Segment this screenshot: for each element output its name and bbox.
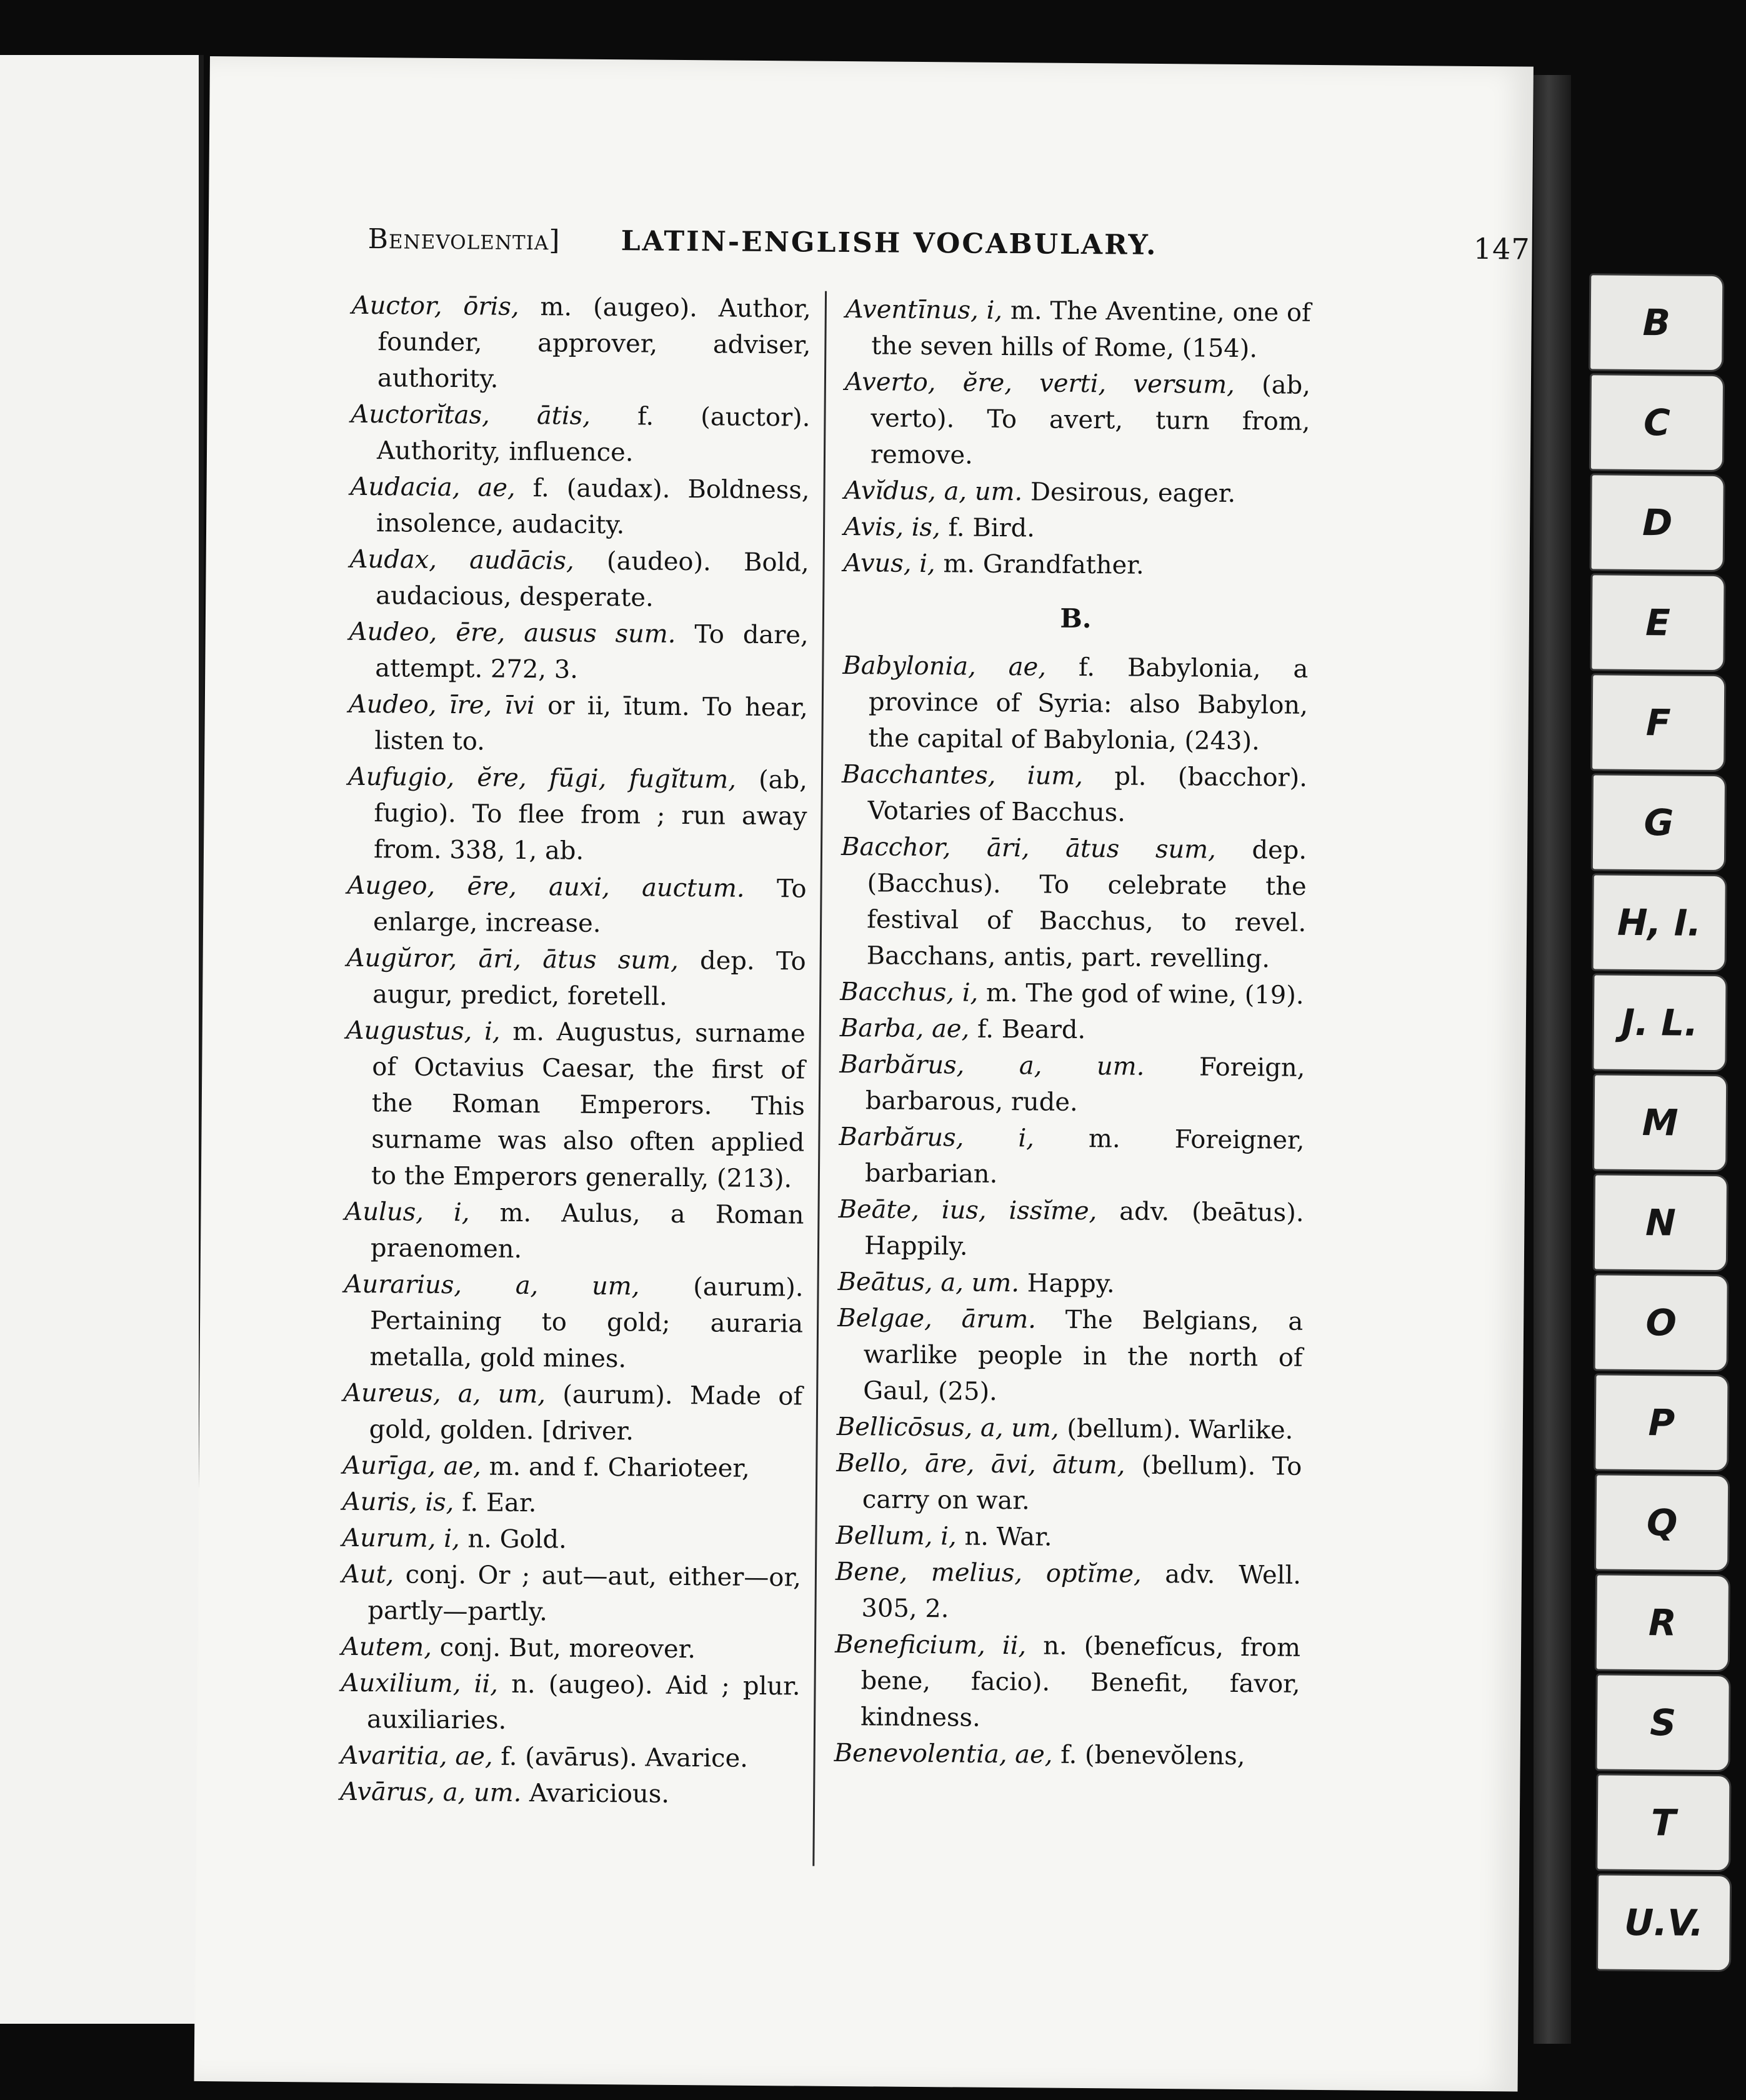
- vocabulary-entry: [836, 1445, 1302, 1521]
- vocabulary-entry: [837, 1300, 1303, 1412]
- vocabulary-entry: [342, 1520, 801, 1560]
- vocabulary-entry: [343, 1375, 803, 1451]
- entry-definition: dep. To augur, predict, foretell.: [372, 946, 806, 1011]
- entry-headword: Auctorĭtas, ātis,: [351, 399, 591, 431]
- entry-definition: conj. But, moreover.: [439, 1632, 696, 1664]
- entry-headword: Avĭdus, a, um.: [844, 476, 1023, 507]
- vocabulary-entry: [341, 1629, 801, 1669]
- entry-headword: Bene, melius, optĭme,: [835, 1557, 1142, 1589]
- entry-definition: m. Foreigner, barbarian.: [864, 1124, 1305, 1189]
- entry-definition: or ii, ītum. To hear, listen to.: [374, 691, 809, 756]
- vocabulary-entry: [342, 1448, 802, 1488]
- vocabulary-entry: [840, 974, 1305, 1014]
- entry-headword: Beātus, a, um.: [837, 1267, 1020, 1298]
- entry-definition: dep. (Bacchus). To celebrate the festival of Bacchus, to revel. Bacchans, antis, part. revelling.: [866, 836, 1307, 974]
- entry-definition: m. (augeo). Author, founder, approver, adviser, authority.: [377, 292, 812, 394]
- thumb-tab[interactable]: J. L.: [1592, 973, 1727, 1072]
- vocabulary-entry: [840, 1010, 1305, 1050]
- entry-definition: n. War.: [964, 1522, 1052, 1552]
- book-fore-edge: [1534, 75, 1571, 2044]
- entry-definition: To dare, attempt. 272, 3.: [375, 620, 809, 684]
- running-head: [367, 223, 1530, 270]
- entry-definition: n. Gold.: [467, 1524, 567, 1554]
- entry-headword: Bellicōsus, a, um,: [836, 1412, 1059, 1443]
- vocabulary-entry: [348, 686, 808, 762]
- entry-headword: Bacchus, i,: [840, 977, 979, 1008]
- entry-headword: Aurum, i,: [342, 1523, 460, 1554]
- vocabulary-entry: [341, 1665, 801, 1741]
- vocabulary-entry: [837, 1409, 1302, 1449]
- entry-definition: m. The god of wine, (19).: [985, 978, 1304, 1010]
- thumb-tab[interactable]: G: [1591, 773, 1727, 872]
- vocabulary-entry: [841, 829, 1307, 978]
- entry-definition: f. (auctor). Authority, influence.: [376, 402, 811, 468]
- vocabulary-entry: [349, 541, 809, 618]
- vocabulary-entry: [844, 509, 1309, 549]
- entry-headword: Bellum, i,: [836, 1521, 957, 1551]
- entry-headword: Beāte, ius, issĭme,: [838, 1194, 1097, 1226]
- entry-headword: Auxilium, ii,: [341, 1668, 499, 1699]
- entry-definition: f. Beard.: [977, 1014, 1086, 1045]
- entry-definition: Happy.: [1027, 1269, 1115, 1299]
- vocabulary-entry: [341, 1556, 801, 1632]
- entry-definition: m. Aulus, a Roman praenomen.: [370, 1198, 804, 1264]
- entry-headword: Auctor, ōris,: [351, 291, 519, 321]
- column-divider: [812, 291, 827, 1866]
- entry-headword: Augustus, i,: [346, 1016, 501, 1046]
- entry-headword: Aulus, i,: [344, 1197, 470, 1228]
- vocabulary-entry: [345, 1012, 806, 1198]
- thumb-tab[interactable]: O: [1594, 1273, 1729, 1372]
- page-number: 147: [1473, 231, 1530, 266]
- entry-headword: Autem,: [341, 1632, 432, 1662]
- thumb-tab[interactable]: M: [1592, 1073, 1728, 1172]
- entry-headword: Avārus, a, um.: [340, 1777, 522, 1808]
- entry-definition: (bellum). Warlike.: [1067, 1414, 1294, 1445]
- entry-definition: (audeo). Bold, audacious, desperate.: [376, 547, 809, 612]
- vocabulary-entry: [343, 1266, 803, 1379]
- entry-headword: Avus, i,: [843, 548, 935, 579]
- thumb-tab[interactable]: H, I.: [1592, 873, 1727, 972]
- thumb-tab[interactable]: E: [1590, 573, 1725, 672]
- vocabulary-entry: [844, 472, 1309, 512]
- vocabulary-entry: [841, 756, 1307, 832]
- entry-headword: Barbărus, a, um.: [839, 1049, 1145, 1081]
- thumb-tab[interactable]: S: [1595, 1673, 1731, 1772]
- entry-headword: Auris, is,: [342, 1487, 454, 1518]
- entry-definition: Avaricious.: [529, 1779, 670, 1809]
- entry-definition: m. and f. Charioteer,: [489, 1452, 751, 1483]
- entry-definition: f. Ear.: [461, 1488, 537, 1518]
- entry-headword: Aventīnus, i,: [845, 294, 1003, 325]
- entry-definition: (bellum). To carry on war.: [862, 1451, 1302, 1516]
- entry-headword: Averto, ĕre, verti, versum,: [844, 367, 1235, 399]
- thumb-tab[interactable]: U.V.: [1596, 1874, 1732, 1972]
- vocabulary-entry: [834, 1626, 1300, 1739]
- entry-headword: Audacia, ae,: [350, 472, 516, 502]
- entry-headword: Belgae, ārum.: [837, 1303, 1037, 1334]
- entry-headword: Babylonia, ae,: [842, 651, 1047, 682]
- vocabulary-entry: [844, 364, 1310, 476]
- left-column: [340, 288, 811, 1814]
- entry-headword: Bello, āre, āvi, ātum,: [836, 1448, 1125, 1480]
- vocabulary-entry: [340, 1774, 799, 1814]
- entry-definition: To enlarge, increase.: [372, 874, 807, 938]
- right-column-a-entries: [843, 291, 1311, 585]
- thumb-tab[interactable]: B: [1589, 273, 1724, 372]
- vocabulary-entry: [344, 1194, 804, 1270]
- entry-headword: Benevolentia, ae,: [834, 1738, 1053, 1769]
- entry-headword: Aurarius, a, um,: [344, 1269, 640, 1301]
- vocabulary-entry: [342, 1484, 802, 1524]
- thumb-tab[interactable]: C: [1589, 373, 1725, 472]
- entry-definition: n. (augeo). Aid ; plur. auxiliaries.: [366, 1669, 801, 1735]
- entry-headword: Augŭror, āri, ātus sum,: [346, 943, 679, 975]
- vocabulary-entry: [350, 469, 810, 545]
- entry-definition: f. Babylonia, a province of Syria: also Babylon, the capital of Babylonia, (243).: [868, 652, 1309, 756]
- entry-headword: Barba, ae,: [839, 1013, 970, 1044]
- vocabulary-entry: [837, 1264, 1303, 1304]
- section-heading-b: B.: [1060, 602, 1092, 634]
- entry-headword: Audeo, ēre, ausus sum.: [349, 617, 676, 649]
- vocabulary-entry: [346, 940, 806, 1016]
- running-head-title: LATIN-ENGLISH VOCABULARY.: [621, 225, 1158, 261]
- vocabulary-entry: [351, 396, 811, 472]
- entry-headword: Aureus, a, um,: [343, 1378, 546, 1409]
- entry-definition: Foreign, barbarous, rude.: [865, 1052, 1305, 1117]
- thumb-tab[interactable]: P: [1594, 1373, 1729, 1472]
- entry-definition: f. Bird.: [948, 513, 1035, 543]
- entry-definition: (ab, verto). To avert, turn from, remove.: [870, 371, 1311, 470]
- entry-headword: Audax, audācis,: [349, 544, 574, 576]
- entry-headword: Avis, is,: [843, 512, 940, 542]
- thumb-tab[interactable]: R: [1595, 1573, 1730, 1672]
- vocabulary-entry: [349, 614, 809, 690]
- entry-headword: Avaritia, ae,: [340, 1741, 493, 1771]
- entry-definition: The Belgians, a warlike people in the north of Gaul, (25).: [863, 1305, 1304, 1406]
- running-head-guideword: Benevolentia]: [367, 222, 561, 257]
- entry-definition: m. Grandfather.: [943, 549, 1144, 580]
- right-column: [834, 291, 1311, 1775]
- entry-definition: Desirous, eager.: [1030, 478, 1236, 508]
- entry-definition: f. (benevŏlens,: [1060, 1740, 1245, 1771]
- vocabulary-entry: [835, 1554, 1301, 1630]
- entry-headword: Bacchor, āri, ātus sum,: [841, 832, 1217, 864]
- entry-definition: pl. (bacchor). Votaries of Bacchus.: [867, 762, 1308, 828]
- thumb-index: [1576, 273, 1739, 1974]
- entry-headword: Aufugio, ĕre, fūgi, fugĭtum,: [347, 762, 737, 794]
- entry-definition: (aurum). Made of gold, golden. [driver.: [369, 1380, 803, 1446]
- entry-headword: Bacchantes, ium,: [841, 759, 1084, 791]
- entry-definition: m. The Aventine, one of the seven hills of Rome, (154).: [871, 296, 1312, 364]
- thumb-tab[interactable]: T: [1595, 1774, 1731, 1872]
- entry-definition: (ab, fugio). To flee from ; run away from. 338, 1, ab.: [373, 765, 808, 866]
- entry-headword: Audeo, īre, īvi: [348, 689, 536, 721]
- entry-headword: Barbărus, i,: [839, 1122, 1035, 1153]
- entry-definition: f. (avārus). Avarice.: [501, 1742, 749, 1773]
- entry-headword: Augeo, ēre, auxi, auctum.: [347, 871, 745, 903]
- vocabulary-entry: [839, 1046, 1305, 1122]
- vocabulary-entry: [839, 1119, 1305, 1195]
- entry-headword: Beneficium, ii,: [834, 1629, 1027, 1661]
- thumb-tab[interactable]: D: [1590, 473, 1725, 572]
- entry-definition: (aurum). Pertaining to gold; auraria metalla, gold mines.: [369, 1272, 804, 1374]
- vocabulary-entry: [351, 288, 811, 400]
- entry-headword: Aurīga, ae,: [342, 1451, 482, 1481]
- vocabulary-entry: [834, 1735, 1299, 1775]
- vocabulary-entry: [347, 759, 807, 871]
- vocabulary-entry: [838, 1191, 1304, 1268]
- entry-definition: m. Augustus, surname of Octavius Caesar, the first of the Roman Emperors. This surname was also often applied to the Emperors generally, (213).: [371, 1017, 806, 1194]
- vocabulary-entry: [842, 648, 1308, 760]
- thumb-tab[interactable]: N: [1593, 1173, 1729, 1272]
- vocabulary-entry: [845, 291, 1311, 368]
- dictionary-page: [194, 56, 1704, 2092]
- entry-definition: conj. Or ; aut—aut, either—or, partly—partly.: [367, 1560, 802, 1627]
- vocabulary-entry: [836, 1518, 1301, 1558]
- entry-definition: n. (benefĭcus, from bene, facio). Benefit, favor, kindness.: [860, 1631, 1301, 1732]
- entry-definition: adv. (beātus). Happily.: [864, 1197, 1304, 1261]
- entry-definition: adv. Well. 305, 2.: [861, 1560, 1302, 1624]
- thumb-tab[interactable]: F: [1590, 673, 1726, 772]
- vocabulary-entry: [843, 545, 1309, 585]
- entry-definition: f. (audax). Boldness, insolence, audacity.: [376, 474, 810, 540]
- vocabulary-entry: [347, 868, 807, 944]
- previous-page-edge: [0, 55, 204, 2024]
- right-column-b-entries: [834, 648, 1308, 1775]
- entry-headword: Aut,: [341, 1559, 394, 1589]
- vocabulary-entry: [340, 1738, 799, 1778]
- thumb-tab[interactable]: Q: [1594, 1473, 1730, 1572]
